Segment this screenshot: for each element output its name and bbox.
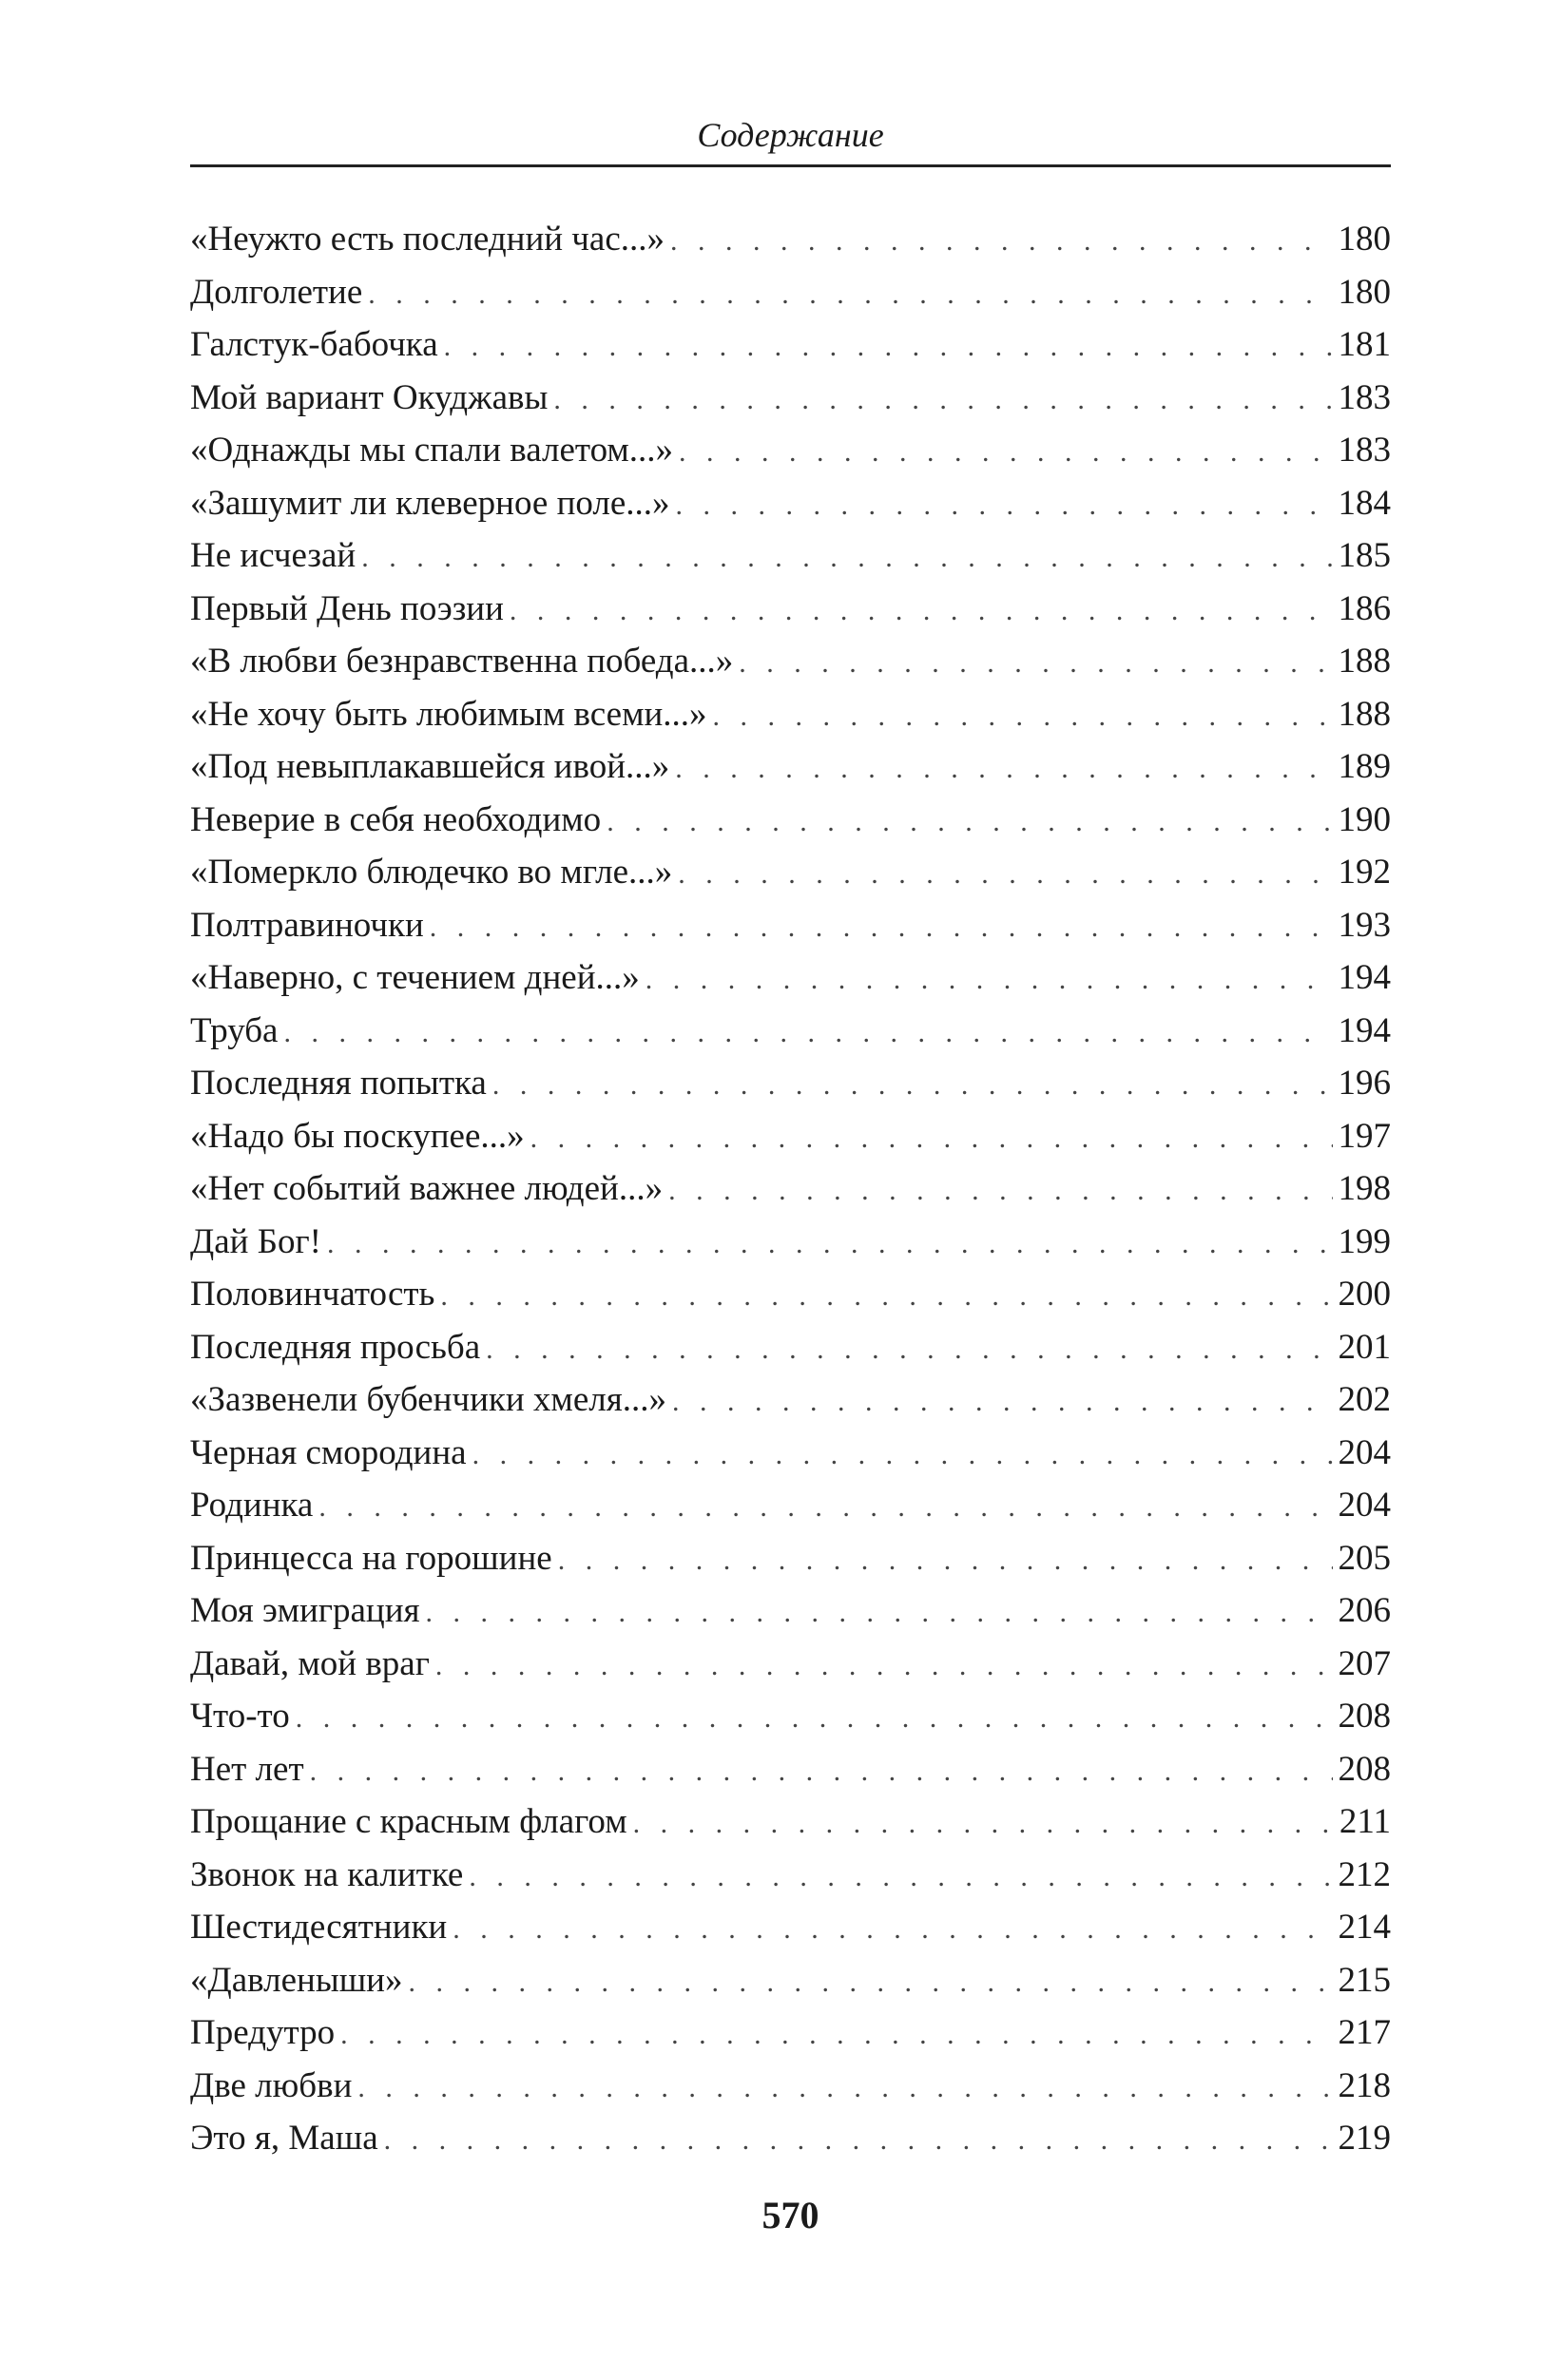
- toc-entry-page: 207: [1338, 1643, 1391, 1683]
- dot-leader: [607, 796, 1332, 849]
- toc-entry-title: Принцесса на горошине: [190, 1538, 552, 1578]
- toc-entry-title: Моя эмиграция: [190, 1591, 420, 1630]
- toc-entry-page: 190: [1338, 799, 1391, 839]
- toc-entry: [190, 1321, 1391, 1374]
- toc-entry: [190, 1584, 1391, 1638]
- toc-entry-title: Полтравиночки: [190, 905, 424, 945]
- toc-entry-title: «Надо бы поскупее...»: [190, 1116, 525, 1156]
- toc-entry-page: 188: [1338, 642, 1391, 681]
- toc-entry-title: Долголетие: [190, 272, 363, 312]
- toc-entry: [190, 1849, 1391, 1902]
- toc-entry-title: Половинчатость: [190, 1275, 435, 1314]
- toc-entry: [190, 583, 1391, 636]
- toc-entry-title: Неверие в себя необходимо: [190, 799, 602, 839]
- toc-entry-page: 183: [1338, 377, 1391, 417]
- toc-entry-title: Прощание с красным флагом: [190, 1802, 627, 1841]
- toc-entry: [190, 1110, 1391, 1163]
- dot-leader: [384, 2114, 1333, 2167]
- toc-entry: [190, 846, 1391, 899]
- dot-leader: [558, 1534, 1333, 1587]
- toc-entry: [190, 424, 1391, 477]
- toc-entry-page: 218: [1338, 2065, 1391, 2105]
- toc-entry-title: Нет лет: [190, 1749, 304, 1789]
- toc-entry-title: «Однажды мы спали валетом...»: [190, 431, 674, 470]
- toc-entry: [190, 213, 1391, 266]
- dot-leader: [679, 426, 1332, 479]
- toc-entry-title: Дай Бог!: [190, 1221, 321, 1261]
- dot-leader: [296, 1692, 1333, 1745]
- dot-leader: [340, 2008, 1332, 2062]
- toc-entry: [190, 1268, 1391, 1321]
- toc-entry-title: Мой вариант Окуджавы: [190, 377, 549, 417]
- dot-leader: [440, 1270, 1332, 1323]
- toc-entry-title: Две любви: [190, 2065, 353, 2105]
- toc-entry-page: 199: [1338, 1221, 1391, 1261]
- toc-entry-title: Предутро: [190, 2013, 336, 2052]
- toc-entry: [190, 266, 1391, 319]
- toc-entry: [190, 372, 1391, 425]
- toc-entry-page: 206: [1338, 1591, 1391, 1630]
- toc-entry-page: 197: [1338, 1116, 1391, 1156]
- toc-entry-page: 194: [1338, 1010, 1391, 1050]
- toc-entry-page: 198: [1338, 1169, 1391, 1208]
- toc-entry-title: «Наверно, с течением дней...»: [190, 958, 640, 997]
- toc-entry-page: 192: [1338, 853, 1391, 892]
- toc-entry: [190, 1005, 1391, 1058]
- toc-entry-title: «Зазвенели бубенчики хмеля...»: [190, 1380, 666, 1419]
- dot-leader: [633, 1797, 1334, 1851]
- toc-entry: [190, 477, 1391, 530]
- toc-entry: [190, 1638, 1391, 1691]
- toc-entry-page: 214: [1338, 1908, 1391, 1947]
- dot-leader: [408, 1956, 1332, 2009]
- dot-leader: [713, 690, 1333, 743]
- toc-entry-page: 211: [1339, 1802, 1391, 1841]
- toc-entry: [190, 951, 1391, 1005]
- dot-leader: [469, 1851, 1332, 1904]
- toc-entry: [190, 1162, 1391, 1216]
- toc-entry: [190, 1427, 1391, 1480]
- header-rule: [190, 164, 1391, 167]
- dot-leader: [283, 1007, 1332, 1060]
- toc-entry-page: 180: [1338, 272, 1391, 312]
- toc-entry: [190, 899, 1391, 952]
- toc-entry-page: 196: [1338, 1064, 1391, 1103]
- dot-leader: [530, 1112, 1333, 1165]
- toc-entry: [190, 1216, 1391, 1269]
- toc-entry-title: Шестидесятники: [190, 1908, 448, 1947]
- toc-entry: [190, 2060, 1391, 2113]
- dot-leader: [453, 1903, 1332, 1956]
- toc-entry-page: 202: [1338, 1380, 1391, 1419]
- dot-leader: [357, 2062, 1332, 2115]
- dot-leader: [472, 1429, 1333, 1482]
- dot-leader: [553, 374, 1332, 427]
- dot-leader: [510, 585, 1333, 638]
- toc-entry-page: 204: [1338, 1486, 1391, 1525]
- toc-entry-title: «Неужто есть последний час...»: [190, 220, 665, 259]
- dot-leader: [668, 1164, 1332, 1218]
- dot-leader: [368, 268, 1332, 321]
- toc-entry-page: 194: [1338, 958, 1391, 997]
- toc-entry-page: 204: [1338, 1432, 1391, 1472]
- dot-leader: [492, 1059, 1333, 1112]
- toc-entry-title: Давай, мой враг: [190, 1643, 430, 1683]
- toc-entry-title: Не исчезай: [190, 536, 357, 575]
- running-head: Содержание: [697, 116, 884, 154]
- toc-entry-page: 217: [1338, 2013, 1391, 2052]
- toc-entry-page: 180: [1338, 220, 1391, 259]
- toc-entry: [190, 318, 1391, 372]
- toc-entry: [190, 1743, 1391, 1796]
- toc-entry: [190, 1057, 1391, 1110]
- toc-entry-page: 183: [1338, 431, 1391, 470]
- toc-entry-title: «Под невыплакавшейся ивой...»: [190, 747, 670, 786]
- dot-leader: [739, 637, 1332, 690]
- toc-entry-title: Родинка: [190, 1486, 314, 1525]
- toc-entry-title: Последняя просьба: [190, 1327, 481, 1367]
- toc-entry-page: 208: [1338, 1697, 1391, 1736]
- toc-entry-title: Последняя попытка: [190, 1064, 487, 1103]
- dot-leader: [318, 1481, 1332, 1534]
- toc-entry-title: «Давленыши»: [190, 1960, 403, 2000]
- toc-entry-page: 193: [1338, 905, 1391, 945]
- toc-entry-title: «Зашумит ли клеверное поле...»: [190, 483, 670, 523]
- table-of-contents: [190, 213, 1391, 2165]
- dot-leader: [486, 1323, 1332, 1376]
- toc-entry-page: 200: [1338, 1275, 1391, 1314]
- toc-entry-title: «Нет событий важнее людей...»: [190, 1169, 664, 1208]
- toc-entry: [190, 1690, 1391, 1743]
- toc-entry-page: 185: [1338, 536, 1391, 575]
- toc-entry: [190, 1479, 1391, 1532]
- dot-leader: [444, 320, 1333, 374]
- toc-entry-page: 188: [1338, 694, 1391, 734]
- dot-leader: [646, 953, 1333, 1007]
- toc-entry-title: «Померкло блюдечко во мгле...»: [190, 853, 673, 892]
- toc-entry: [190, 529, 1391, 583]
- dot-leader: [327, 1218, 1333, 1271]
- toc-entry: [190, 740, 1391, 794]
- toc-entry-page: 186: [1338, 588, 1391, 628]
- toc-entry: [190, 1795, 1391, 1849]
- toc-entry-title: Это я, Маша: [190, 2119, 378, 2158]
- toc-entry-title: Черная смородина: [190, 1432, 467, 1472]
- toc-entry: [190, 1373, 1391, 1427]
- dot-leader: [435, 1640, 1333, 1693]
- toc-entry-title: Что-то: [190, 1697, 290, 1736]
- toc-entry-title: Звонок на калитке: [190, 1854, 464, 1894]
- dot-leader: [430, 901, 1333, 954]
- dot-leader: [310, 1745, 1333, 1798]
- toc-entry-title: Галстук-бабочка: [190, 325, 438, 364]
- toc-entry-page: 212: [1338, 1854, 1391, 1894]
- dot-leader: [675, 742, 1332, 796]
- toc-entry: [190, 794, 1391, 847]
- toc-entry-page: 181: [1338, 325, 1391, 364]
- toc-entry-title: Первый День поэзии: [190, 588, 504, 628]
- toc-entry-page: 189: [1338, 747, 1391, 786]
- dot-leader: [678, 848, 1332, 901]
- toc-entry: [190, 1901, 1391, 1954]
- dot-leader: [672, 1375, 1333, 1429]
- page-number: 570: [761, 2194, 819, 2236]
- toc-entry: [190, 688, 1391, 741]
- dot-leader: [361, 531, 1332, 585]
- toc-entry: [190, 1954, 1391, 2007]
- toc-entry-title: Труба: [190, 1010, 279, 1050]
- toc-entry-page: 201: [1338, 1327, 1391, 1367]
- toc-entry-title: «В любви безнравственна победа...»: [190, 642, 734, 681]
- toc-entry-page: 184: [1338, 483, 1391, 523]
- toc-entry: [190, 635, 1391, 688]
- toc-entry: [190, 2112, 1391, 2165]
- toc-entry-page: 208: [1338, 1749, 1391, 1789]
- toc-entry-page: 219: [1338, 2119, 1391, 2158]
- dot-leader: [676, 479, 1333, 532]
- toc-entry: [190, 2006, 1391, 2060]
- dot-leader: [426, 1586, 1333, 1640]
- toc-entry-title: «Не хочу быть любимым всеми...»: [190, 694, 707, 734]
- toc-entry-page: 205: [1338, 1538, 1391, 1578]
- toc-entry-page: 215: [1338, 1960, 1391, 2000]
- dot-leader: [670, 215, 1332, 268]
- toc-entry: [190, 1532, 1391, 1585]
